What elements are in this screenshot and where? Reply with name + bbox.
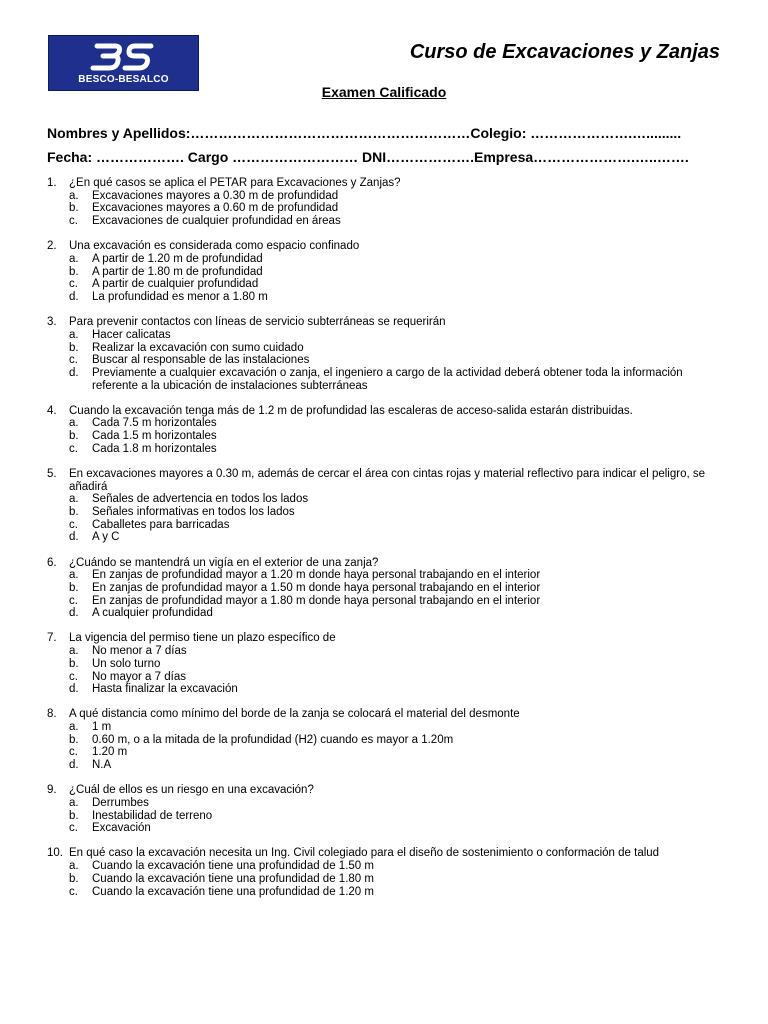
option-text: Buscar al responsable de las instalaciones <box>92 354 310 367</box>
option-letter: b. <box>69 341 79 354</box>
question-3 <box>47 316 727 392</box>
option-text: Cuando la excavación tiene una profundidad de 1.50 m <box>92 860 374 873</box>
answer-option <box>47 721 727 734</box>
question-text: ¿Cuál de ellos es un riesgo en una excavación? <box>69 784 314 797</box>
answer-option <box>47 886 727 899</box>
question-text: ¿En qué casos se aplica el PETAR para Excavaciones y Zanjas? <box>69 177 401 189</box>
question-row <box>47 240 727 253</box>
option-letter: c. <box>69 278 78 291</box>
option-letter: b. <box>69 202 79 215</box>
option-text: Excavaciones mayores a 0.30 m de profundidad <box>92 189 339 202</box>
question-number: 2. <box>47 240 57 253</box>
question-8 <box>47 708 727 772</box>
question-7 <box>47 632 727 696</box>
option-letter: c. <box>69 518 78 531</box>
exam-title: Examen Calificado <box>321 84 447 100</box>
question-number: 3. <box>47 316 57 329</box>
option-letter: b. <box>69 657 79 670</box>
option-letter: d. <box>69 291 79 304</box>
option-letter: c. <box>69 442 78 455</box>
option-text: Previamente a cualquier excavación o zanja, el ingeniero a cargo de la actividad deberá obtener toda la información referente a la ubicación de instalaciones subterráneas <box>92 366 683 392</box>
question-row <box>47 468 727 493</box>
option-letter: c. <box>69 594 78 607</box>
question-number: 5. <box>47 467 57 480</box>
question-list <box>47 177 727 911</box>
option-text: La profundidad es menor a 1.80 m <box>92 291 268 304</box>
option-text: Un solo turno <box>92 657 161 670</box>
answer-option <box>47 367 727 392</box>
answer-option <box>47 595 727 608</box>
option-text: No menor a 7 días <box>92 645 187 658</box>
option-letter: c. <box>69 354 78 367</box>
option-text: No mayor a 7 días <box>92 670 186 683</box>
option-letter: a. <box>69 189 79 202</box>
option-text: En zanjas de profundidad mayor a 1.80 m donde haya personal trabajando en el interior <box>92 594 541 607</box>
option-text: 1 m <box>92 721 112 734</box>
option-letter: c. <box>69 670 78 683</box>
option-letter: c. <box>69 822 78 835</box>
question-9 <box>47 784 727 835</box>
question-row <box>47 847 727 860</box>
answer-option <box>47 607 727 620</box>
answer-option <box>47 190 727 203</box>
option-letter: d. <box>69 607 79 620</box>
option-letter: b. <box>69 581 79 594</box>
option-text: Cada 1.8 m horizontales <box>92 442 217 455</box>
option-letter: c. <box>69 885 78 898</box>
option-letter: d. <box>69 366 79 379</box>
name-college-field-line: Nombres y Apellidos:……………………………………………………Colegio: ………………….…......... <box>47 125 682 141</box>
answer-option <box>47 215 727 228</box>
option-text: Cuando la excavación tiene una profundidad de 1.20 m <box>92 885 374 898</box>
option-text: En zanjas de profundidad mayor a 1.50 m donde haya personal trabajando en el interior <box>92 581 541 594</box>
answer-option <box>47 443 727 456</box>
date-cargo-dni-company-field-line: Fecha: ………………. Cargo ……………………… DNI……………….Empresa………………….…..……. <box>47 149 689 165</box>
option-text: Derrumbes <box>92 796 149 809</box>
answer-option <box>47 291 727 304</box>
option-letter: b. <box>69 872 79 885</box>
option-letter: a. <box>69 493 79 506</box>
option-text: A cualquier profundidad <box>92 607 213 620</box>
bs-logo-icon <box>89 40 161 74</box>
answer-option <box>47 671 727 684</box>
question-row <box>47 557 727 570</box>
answer-option <box>47 253 727 266</box>
question-row <box>47 784 727 797</box>
question-text: Cuando la excavación tenga más de 1.2 m de profundidad las escaleras de acceso-salida estarán distribuidas. <box>69 404 633 417</box>
answer-option <box>47 810 727 823</box>
answer-option <box>47 658 727 671</box>
option-letter: b. <box>69 733 79 746</box>
answer-option <box>47 519 727 532</box>
option-letter: d. <box>69 683 79 696</box>
option-text: Excavación <box>92 822 151 835</box>
option-text: Señales informativas en todos los lados <box>92 506 295 519</box>
option-text: 0.60 m, o a la mitada de la profundidad (H2) cuando es mayor a 1.20m <box>92 733 454 746</box>
option-letter: a. <box>69 328 79 341</box>
option-text: A partir de cualquier profundidad <box>92 278 259 291</box>
option-text: Cada 1.5 m horizontales <box>92 430 217 443</box>
question-text: A qué distancia como mínimo del borde de la zanja se colocará el material del desmonte <box>69 708 520 721</box>
question-number: 7. <box>47 632 57 645</box>
answer-option <box>47 683 727 696</box>
answer-option <box>47 202 727 215</box>
answer-option <box>47 759 727 772</box>
option-text: Excavaciones de cualquier profundidad en áreas <box>92 215 341 228</box>
answer-option <box>47 417 727 430</box>
option-letter: c. <box>69 746 78 759</box>
option-letter: a. <box>69 796 79 809</box>
option-text: Excavaciones mayores a 0.60 m de profundidad <box>92 202 339 215</box>
option-letter: a. <box>69 252 79 265</box>
answer-option <box>47 873 727 886</box>
answer-option <box>47 734 727 747</box>
answer-option <box>47 506 727 519</box>
answer-option <box>47 342 727 355</box>
option-text: A partir de 1.80 m de profundidad <box>92 265 263 278</box>
answer-option <box>47 582 727 595</box>
question-text: En excavaciones mayores a 0.30 m, además de cercar el área con cintas rojas y material reflectivo para indicar el peligro, se añadirá <box>69 467 705 493</box>
course-title: Curso de Excavaciones y Zanjas <box>409 41 720 63</box>
option-text: Hasta finalizar la excavación <box>92 683 238 696</box>
question-number: 6. <box>47 556 57 569</box>
answer-option <box>47 569 727 582</box>
option-text: Cuando la excavación tiene una profundidad de 1.80 m <box>92 872 374 885</box>
question-number: 1. <box>47 177 57 189</box>
question-1 <box>47 177 727 228</box>
option-letter: a. <box>69 417 79 430</box>
answer-option <box>47 266 727 279</box>
option-text: Cada 7.5 m horizontales <box>92 417 217 430</box>
question-text: ¿Cuándo se mantendrá un vigía en el exterior de una zanja? <box>69 556 379 569</box>
question-row <box>47 316 727 329</box>
option-text: 1.20 m <box>92 746 128 759</box>
option-text: Señales de advertencia en todos los lados <box>92 493 309 506</box>
option-letter: b. <box>69 809 79 822</box>
question-6 <box>47 557 727 621</box>
answer-option <box>47 531 727 544</box>
option-letter: b. <box>69 430 79 443</box>
question-number: 10. <box>47 847 63 860</box>
question-row <box>47 632 727 645</box>
answer-option <box>47 645 727 658</box>
logo-text: BESCO-BESALCO <box>78 74 169 85</box>
answer-option <box>47 354 727 367</box>
option-letter: a. <box>69 721 79 734</box>
question-number: 9. <box>47 784 57 797</box>
question-row <box>47 177 727 190</box>
option-text: N.A <box>92 759 112 772</box>
answer-option <box>47 329 727 342</box>
option-text: Inestabilidad de terreno <box>92 809 213 822</box>
question-2 <box>47 240 727 304</box>
option-letter: a. <box>69 860 79 873</box>
question-row <box>47 405 727 418</box>
company-logo <box>48 35 199 91</box>
option-letter: c. <box>69 215 78 228</box>
option-text: A partir de 1.20 m de profundidad <box>92 252 263 265</box>
answer-option <box>47 860 727 873</box>
option-letter: b. <box>69 506 79 519</box>
answer-option <box>47 278 727 291</box>
question-text: En qué caso la excavación necesita un Ing. Civil colegiado para el diseño de sostenimiento o conformación de talud <box>69 847 660 860</box>
option-letter: b. <box>69 265 79 278</box>
option-text: En zanjas de profundidad mayor a 1.20 m donde haya personal trabajando en el interior <box>92 569 541 582</box>
option-text: Caballetes para barricadas <box>92 518 230 531</box>
question-text: La vigencia del permiso tiene un plazo específico de <box>69 632 336 645</box>
option-letter: d. <box>69 759 79 772</box>
question-5 <box>47 468 727 544</box>
answer-option <box>47 430 727 443</box>
answer-option <box>47 797 727 810</box>
option-letter: d. <box>69 531 79 544</box>
answer-option <box>47 822 727 835</box>
question-number: 8. <box>47 708 57 721</box>
question-number: 4. <box>47 404 57 417</box>
question-text: Una excavación es considerada como espacio confinado <box>69 240 360 253</box>
option-text: A y C <box>92 531 120 544</box>
question-text: Para prevenir contactos con líneas de servicio subterráneas se requerirán <box>69 316 446 329</box>
question-row <box>47 708 727 721</box>
answer-option <box>47 746 727 759</box>
option-text: Hacer calicatas <box>92 328 171 341</box>
option-letter: a. <box>69 645 79 658</box>
question-4 <box>47 405 727 456</box>
option-text: Realizar la excavación con sumo cuidado <box>92 341 304 354</box>
question-10 <box>47 847 727 898</box>
answer-option <box>47 493 727 506</box>
option-letter: a. <box>69 569 79 582</box>
